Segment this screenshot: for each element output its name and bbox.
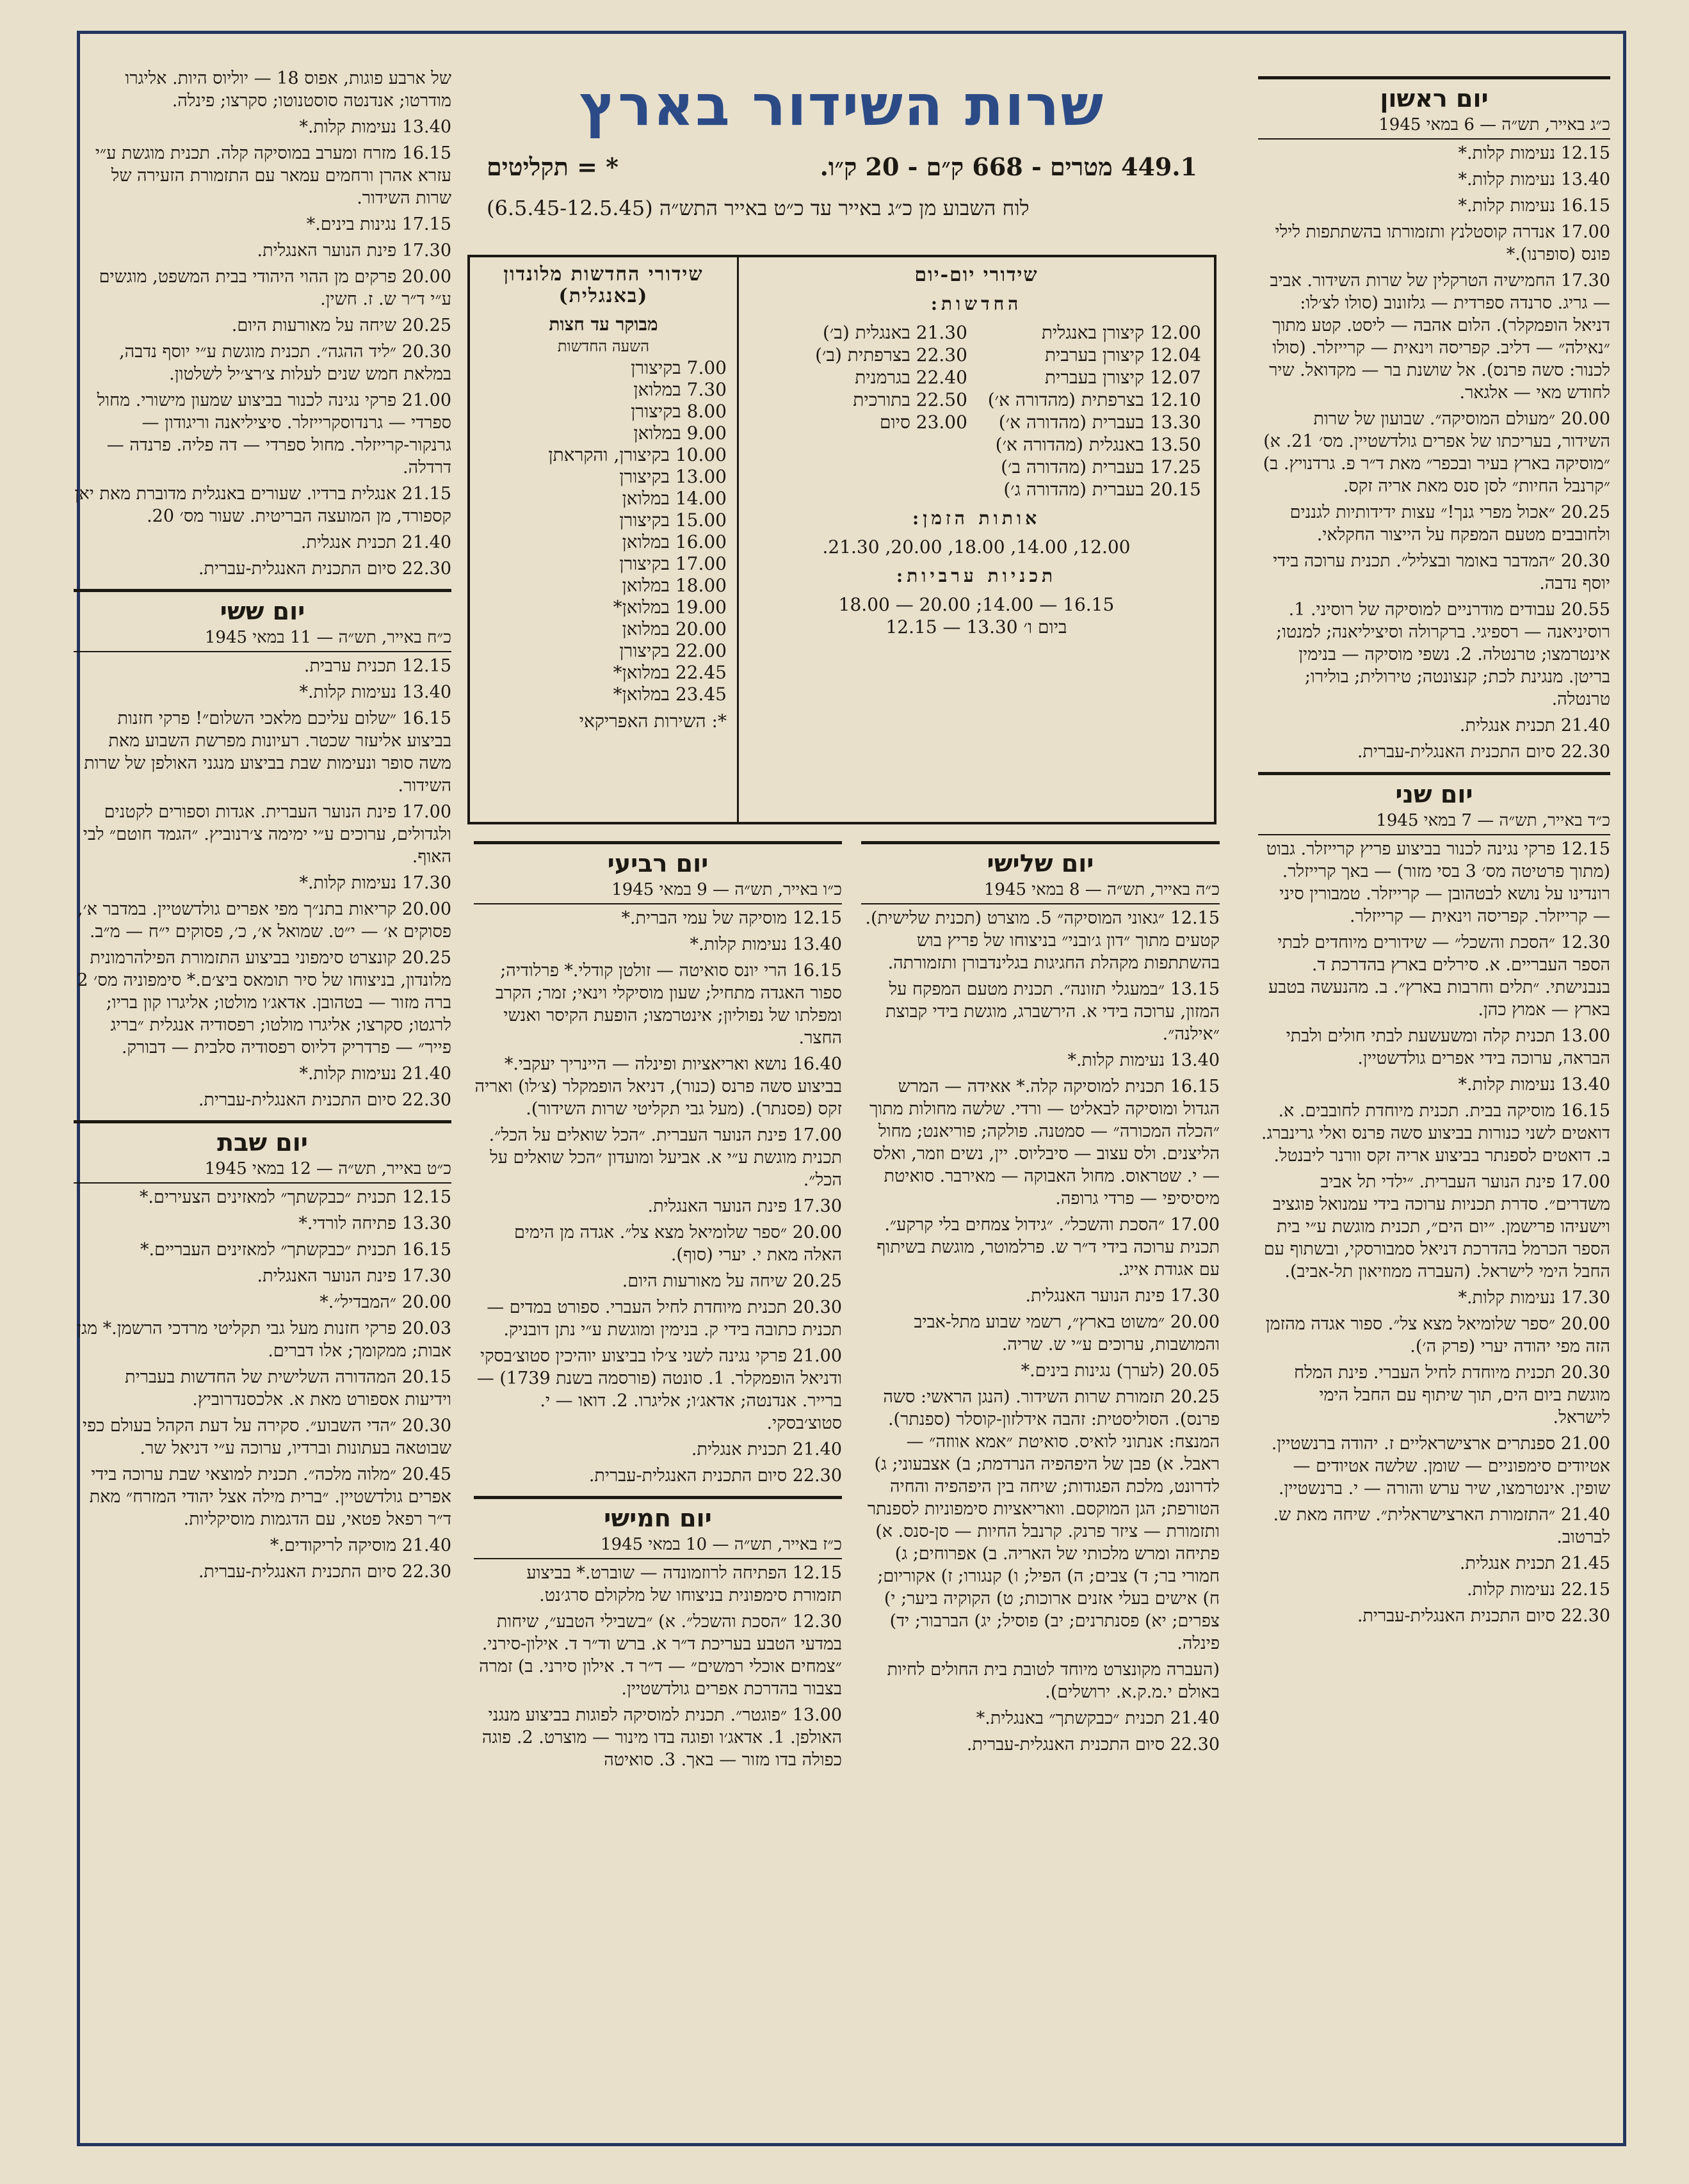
- sunday-program-list: [1258, 142, 1610, 763]
- program-item: 17.00 פינת הנוער העברית. ״ילדי תל אביב משדרים״. סדרת תכניות ערוכה בידי עמנואל פוגציב וישעיהו פרישמן. ״יום הים״, תכנית מוגשת ע״י בית הספר הכרמל בהדרכת דניאל סמבורסקי, ובשתוף עם החבל הימי לישראל. (העברה ממוזיאון תל-אביב).: [1263, 1172, 1610, 1281]
- news-row: [752, 389, 1201, 411]
- program-item: 17.15 נגינות בינים.*: [306, 214, 451, 234]
- time-signals: 12.00, 14.00, 18.00, 20.00, 21.30.: [822, 536, 1131, 558]
- program-item: 13.40 נעימות קלות.*: [690, 935, 842, 954]
- program-item: 13.30 פתיחה לורדי.*: [298, 1214, 451, 1233]
- program-item: 20.45 ״מלוה מלכה״. תכנית למוצאי שבת ערוכה בידי אפרים גולדשטיין. ״ברית מילה אצל יהודי המזרח״ מאת ד״ר רפאל פטאי, עם הדגמות מוסיקליות.: [89, 1465, 451, 1529]
- program-item: 22.15 נעימות קלות.: [1466, 1580, 1610, 1600]
- program-item: 21.40 ״התזמורת הארצישראלית״. שיחה מאת ש. לברטוב.: [1273, 1505, 1610, 1547]
- tuesday-program-list: [861, 907, 1220, 1756]
- news-row: [752, 478, 1201, 501]
- day-header-friday: [74, 589, 451, 652]
- news-list: [752, 321, 1201, 501]
- day-date: כ״ו באייר, תש״ה — 9 במאי 1945: [611, 880, 842, 899]
- thursday-continued-list: [74, 67, 451, 580]
- program-item: 12.30 ״הסכת והשכל״ — שידורים מיוחדים לבתי הספר העבריים. א. סירלים בארץ בהדרכת ד. בנבנישתי. ״תלים וחרבות בארץ״. ב. מהנעשה בטבע בארץ — אמוץ כהן.: [1268, 933, 1610, 1020]
- frequency-line: [487, 152, 1197, 182]
- program-item: 20.30 ״ליד ההגה״. תכנית מוגשת ע״י יוסף נדבה, במלאת חמש שנים לעלות צ׳רצ׳יל לשלטון.: [119, 342, 451, 384]
- news-row: [752, 321, 1201, 344]
- day-date: כ״ד באייר, תש״ה — 7 במאי 1945: [1376, 811, 1610, 830]
- program-item: 20.30 ״הדי השבוע״. סקירה על דעת הקהל בעולם כפי שבוטאה בעתונות וברדיו, ערוכה ע״י דניאל שר.: [82, 1416, 451, 1458]
- day-header-tuesday: [861, 841, 1220, 904]
- news-item: 20.15 בעברית (מהדורה ג׳): [1003, 479, 1201, 500]
- program-item: 17.30 החמישיה הטרקלין של שרות השידור. אביב — גריג. סרנדה ספרדית — גלזונוב (סולו לצ׳לו: דניאל הופמקלר). הלום אהבה — ליסט. קטע מתוך ״נאילה״ — דליב. קפריסה וינאית — קרייזלר. (סולו לכנור: סשה פרנס). אל שושנת בר — מקדואל. שיר לחודש מאי — אלגאר.: [1269, 271, 1610, 403]
- program-item: 16.15 ״שלום עליכם מלאכי השלום״! פרקי חזנות בביצוע אליעזר שכטר. רעיונות מפרשת השבוע מאת משה סופר ונעימות שבת בביצוע מנגני האולפן של שרות השידור.: [84, 709, 451, 796]
- frequency: 449.1 מטרים - 668 ק״ם - 20 ק״ו.: [820, 152, 1197, 181]
- news-item: 23.00 סיום: [879, 412, 967, 433]
- program-item: 20.25 שיחה על מאורעות היום.: [622, 1271, 842, 1291]
- friday-program-list: [74, 655, 451, 1111]
- program-item: 17.00 ״הסכת והשכל״. ״גידול צמחים בלי קרקע״. תכנית ערוכה בידי ד״ר ש. פרלמוטר, מוגשת בשיתוף עם אגודת אייג.: [877, 1215, 1220, 1280]
- news-item: [752, 456, 967, 478]
- program-item: 17.30 פינת הנוער האנגלית.: [1025, 1286, 1220, 1306]
- program-item: של ארבע פוגות, אפוס 18 — יוליוס היות. אליגרו מודרטו; אנדנטה סוסטנוטו; סקרצו; פינלה.: [125, 68, 451, 111]
- program-item: 21.40 נעימות קלות.*: [299, 1064, 451, 1084]
- news-item: 13.30 בעברית (מהדורה א׳): [998, 412, 1201, 433]
- program-item: 16.15 מוסיקה בבית. תכנית מיוחדת לחובבים. א. דואטים לשני כנורות בביצוע סשה פרנס ואלי גרינברג. ב. דואטים לספנתר בביצוע אריה זקס וורנר ליבנטל.: [1261, 1101, 1610, 1166]
- program-item: 16.40 נושא ואריאציות ופינלה — היינריך יעקבי.* בביצוע סשה פרנס (כנור), דניאל הופמקלר (צ׳לו) ואריה זקס (פסנתר). (מעל גבי תקליטי שרות השידור).: [474, 1054, 842, 1119]
- wednesday-program-list: [474, 907, 842, 1487]
- london-item: 18.00 במלואן: [622, 575, 727, 596]
- program-item: 13.00 תכנית קלה ומשעשעת לבתי חולים ולבתי הבראה, ערוכה בידי אפרים גולדשטיין.: [1286, 1026, 1610, 1068]
- program-item: 21.00 ספנתרים ארצישראליים ז. יהודה ברנשטיין. אטיודים סימפוניים — שומן. שלשה אטיודים — שופין. אינטרמצו, שיר ערש והורה — י. ברנשטיין.: [1271, 1434, 1610, 1498]
- program-item: 21.40 תכנית אנגלית.: [1459, 716, 1610, 735]
- news-row: [752, 411, 1201, 433]
- london-item: 8.00 בקיצורן: [631, 401, 727, 422]
- week-range: לוח השבוע מן כ״ג באייר עד כ״ט באייר התש״ה (6.5.45-12.5.45): [487, 196, 1030, 220]
- day-title: יום שני: [1395, 780, 1473, 808]
- monday-program-list: [1258, 838, 1610, 1627]
- program-item: 17.30 פינת הנוער האנגלית.: [647, 1196, 842, 1216]
- program-item: 20.00 ״ספר שלומיאל מצא צל״. ספור אגדה מהזמן הזה מפי יהודה יערי (פרק ה׳).: [1265, 1314, 1610, 1356]
- program-item: 20.00 קריאות בתנ״ך מפי אפרים גולדשטיין. במדבר א׳, פסוקים א׳ — י״ט. שמואל א׳, כ׳, פסוקים י״ח — מ״ב.: [77, 899, 451, 942]
- london-item: 7.00 בקיצורן: [631, 357, 727, 378]
- program-item: 21.40 תכנית ״כבקשתך״ באנגלית.*: [976, 1708, 1220, 1728]
- african-note: *: השירות האפריקאי: [579, 711, 727, 732]
- day-title: יום שלישי: [987, 849, 1094, 878]
- program-item: 22.30 סיום התכנית האנגלית-עברית.: [966, 1735, 1220, 1754]
- program-item: 20.15 המהדורה השלישית של החדשות בעברית וידיעות אספורט מאת א. אלכסנדרוביץ.: [125, 1367, 451, 1409]
- day-title: יום ראשון: [1380, 84, 1489, 113]
- day-title: יום ששי: [220, 597, 305, 625]
- program-item: 12.15 מוסיקה של עמי הברית.*: [621, 908, 842, 928]
- program-item: 20.00 ״מעולם המוסיקה״. שבועון של שרות השידור, בעריכתו של אפרים גולדשטיין. מס׳ 21. א) ״מוסיקה בארץ בעיר ובכפר״ מאת ד״ר פ. גרדנויץ. ב) ״קרנבל החיות״ לסן סנס מאת אריה זקס.: [1263, 409, 1610, 496]
- program-item: 17.30 נעימות קלות.*: [299, 873, 451, 893]
- program-item: 13.40 נעימות קלות.*: [1458, 170, 1610, 189]
- column-sunday-monday: [1258, 67, 1610, 1631]
- program-item: 17.00 פינת הנוער העברית. אגדות וספורים לקטנים ולגדולים, ערוכים ע״י ימימה צ׳רנוביץ. ״הגמד חוטם״ לבי האוף.: [83, 802, 451, 867]
- day-title: יום שבת: [217, 1128, 308, 1157]
- news-row: [752, 456, 1201, 478]
- program-item: 16.15 תכנית ״כבקשתך״ למאזינים העבריים.*: [140, 1240, 451, 1260]
- news-item: 22.40 בגרמנית: [855, 367, 967, 388]
- program-item: 17.30 פינת הנוער האנגלית.: [257, 1266, 451, 1286]
- program-item: 12.15 ״גאוני המוסיקה״ 5. מוצרט (תכנית שלישית). קטעים מתוך ״דון ג׳ובני״ בניצוחו של פריץ בוש בהשתתפות מקהלת החגיגות בגלינדבורן ותזמורתה.: [865, 908, 1220, 973]
- program-item: 16.15 הרי יונס סואיטה — זולטן קודלי.* פרלודיה; ספור האגדה מתחיל; שעון מוסיקלי וינאי; זמר; הקרב ומפלתו של נפוליון; אינטרמצו; הופעת הקיסר ואנשי החצר.: [495, 961, 842, 1048]
- records-note: * = תקליטים: [487, 152, 619, 181]
- program-item: 17.00 אנדרה קוסטלנץ ותזמורתו בהשתתפות לילי פונס (סופרנו).*: [1275, 222, 1610, 264]
- column-tuesday: [861, 832, 1220, 1760]
- program-item: 20.00 ״המבדיל״.*: [319, 1292, 451, 1312]
- program-item: 20.55 עבודים מודרניים למוסיקה של רוסיני. 1. רוסיניאנה — רספיגי. ברקרולה וסיציליאנה; למנטו; אינטרמצו; טרנטלה. 2. נשפי מוסיקה — בנימין בריטן. מנגינת לכת; קנצונטה; טירולית; בולירו; טרנטלה.: [1276, 600, 1610, 709]
- day-header-thursday: [474, 1496, 842, 1559]
- program-item: 22.30 סיום התכנית האנגלית-עברית.: [198, 559, 451, 579]
- news-label: החדשות:: [930, 293, 1022, 314]
- london-item: 9.00 במלואן: [633, 422, 727, 444]
- news-item: 12.00 קיצורן באנגלית: [1041, 322, 1201, 343]
- london-item: 19.00 במלואן*: [613, 597, 727, 618]
- program-item: 16.15 מזרח ומערב במוסיקה קלה. תכנית מוגשת ע״י עזרא אהרן ורחמים עמאר עם התזמורת הזעירה של שרות השידור.: [95, 143, 451, 208]
- program-item: 12.30 ״הסכת והשכל״. א) ״בשבילי הטבע״, שיחות במדעי הטבע בעריכת ד״ר א. ברש וד״ר ד. אילון-סירני. ״צמחים אוכלי רמשים״ — ד״ר ד. אילון סירני. ב) זמרה בצבור בהדרכת אפרים גולדשטיין.: [479, 1612, 842, 1699]
- day-title: יום רביעי: [607, 849, 709, 878]
- time-signals-label: אותות הזמן:: [912, 508, 1041, 529]
- news-item: 22.30 בצרפתית (ב׳): [815, 344, 967, 365]
- program-item: 20.00 ״ספר שלומיאל מצא צל״. אגדה מן הימים האלה מאת י. יערי (סוף).: [514, 1223, 842, 1265]
- program-item: 13.00 ״פוגטר״. תכנית למוסיקה לפוגות בביצוע מנגני האולפן. 1. אדאג׳ו ופוגה בדו מינור — מוצרט. 2. פוגה כפולה בדו מזור — באך. 3. סואיטה: [481, 1705, 842, 1770]
- london-hour-label: השעה החדשות: [557, 337, 650, 355]
- news-item: 12.07 קיצורן בעברית: [1044, 367, 1201, 388]
- program-item: 21.40 מוסיקה לריקודים.*: [270, 1536, 451, 1555]
- program-item: 21.40 תכנית אנגלית.: [691, 1440, 842, 1459]
- program-item: 20.30 ״המדבר באומר ובצליל״. תכנית ערוכה בידי יוסף נדבה.: [1273, 551, 1610, 593]
- program-item: 22.30 סיום התכנית האנגלית-עברית.: [588, 1466, 842, 1486]
- news-item: 22.50 בתורכית: [853, 389, 967, 410]
- news-item: 12.04 קיצורן בערבית: [1044, 344, 1201, 365]
- program-item: 12.15 פרקי נגינה לכנור בביצוע פריץ קרייזלר. גבוט (מתוך פרטיטה מס׳ 3 בסי מזור) — באך קרייזלר. רונדינו על נושא לבטהובן — קרייזלר. טמבורין סיני — קרייזלר. קפריסה וינאית — קרייזלר.: [1266, 839, 1610, 926]
- london-item: 10.00 בקיצורן, והקראתן: [548, 444, 727, 465]
- program-item: 21.00 פרקי נגינה לכנור בביצוע שמעון מישורי. מחול ספרדי — גרנדוסקרייזלר. סיציליאנה וריגודון — גרנקור-קרייזלר. מחול ספרדי — דה פליה. פרנדה — דרדלה.: [97, 390, 451, 478]
- day-title: יום חמישי: [604, 1504, 712, 1532]
- news-row: [752, 344, 1201, 366]
- program-item: 13.40 נעימות קלות.*: [299, 117, 451, 137]
- london-item: 15.00 בקיצורן: [619, 510, 727, 531]
- program-item: 13.40 נעימות קלות.*: [299, 682, 451, 702]
- program-item: 12.15 נעימות קלות.*: [1458, 143, 1610, 163]
- daily-title: שידורי יום-יום: [914, 264, 1038, 286]
- program-item: 22.30 סיום התכנית האנגלית-עברית.: [198, 1562, 451, 1582]
- program-item: 20.25 תזמורת שרות השידור. (הנגן הראשי: סשה פרנס). הסוליסטית: זהבה אידלזון-קוסלר (ספנתר). המנצח: אנתוני לואיס. סואיטת ״אמא אווזה״ — ראבל. א) פבן של היפהפיה הנרדמת; ב) אצבעוני; ג) לדרונט, מלכת הפגודות; שיחה בין היפהפיה והחיה הטורפת; הגן המוקסם. וואריאציות סימפוניות לספנתר ותזמורת — ציזר פרנק. קרנבל החיות — סן-סנס. א) פתיחה ומרש מלכותי של האריה. ב) אפרוחים; ג) חמורי בר; ד) צבים; ה) הפיל; ו) קנגורו; ז) אקוריום; ח) אישים בעלי אזנים ארוכות; ט) הקוקיה ביער; י) צפרים; יא) פסנתרנים; יב) פוסיל; יג) הברבור; יד) פינלה.: [867, 1387, 1220, 1653]
- london-item: 7.30 במלואן: [633, 379, 727, 400]
- program-item: 13.15 ״במעגלי תזונה״. תכנית מטעם המפקח על המזון, ערוכה בידי א. הירשברג, מוגשת בידי קבוצת ״אילנה״.: [885, 979, 1220, 1044]
- masthead: [487, 70, 1197, 220]
- thursday-program-list: [474, 1562, 842, 1771]
- london-item: 20.00 במלואן: [622, 618, 727, 639]
- day-header-monday: [1258, 772, 1610, 835]
- program-item: 20.25 ״אכול מפרי גנך!״ עצות ידידותיות לגננים ולחובבים מטעם המפקח על הייצור החקלאי.: [1289, 502, 1610, 545]
- program-item: 17.00 פינת הנוער העברית. ״הכל שואלים על הכל״. תכנית מוגשת ע״י א. אביעל ומועדון ״הכל שואלים על הכל״.: [489, 1125, 842, 1190]
- day-date: כ״ז באייר, תש״ה — 10 במאי 1945: [601, 1535, 842, 1554]
- program-item: 13.40 נעימות קלות.*: [1458, 1075, 1610, 1095]
- program-item: 16.15 נעימות קלות.*: [1458, 196, 1610, 216]
- news-item: 21.30 באנגלית (ב׳): [823, 322, 967, 343]
- program-item: 22.30 סיום התכנית האנגלית-עברית.: [198, 1090, 451, 1110]
- london-item: 17.00 בקיצורן: [619, 553, 727, 574]
- day-date: כ״ג באייר, תש״ה — 6 במאי 1945: [1378, 115, 1610, 134]
- column-friday-saturday: [74, 67, 451, 1587]
- day-header-sunday: [1258, 76, 1610, 140]
- london-list: [480, 357, 727, 705]
- news-item: 17.25 בעברית (מהדורה ב׳): [1001, 456, 1201, 478]
- london-item: 22.00 בקיצורן: [619, 640, 727, 661]
- arabic-label: תכניות ערביות:: [896, 565, 1057, 586]
- day-header-saturday: [74, 1120, 451, 1184]
- news-row: [752, 433, 1201, 456]
- news-row: [752, 366, 1201, 389]
- day-date: כ״ה באייר, תש״ה — 8 במאי 1945: [983, 880, 1220, 899]
- program-item: (העברה מקונצרט מיוחד לטובת בית החולים לחיות באולם י.מ.ק.א. ירושלים).: [887, 1660, 1220, 1702]
- program-item: 20.03 פרקי חזנות מעל גבי תקליטי מרדכי הרשמן.* מגן אבות; ממקומך; אלו דברים.: [77, 1319, 451, 1361]
- page-title: שרות השידור בארץ: [579, 72, 1105, 138]
- program-item: 17.30 פינת הנוער האנגלית.: [257, 241, 451, 261]
- daily-broadcasts-box: [467, 255, 1216, 824]
- news-item: [752, 433, 967, 456]
- program-item: 21.15 אנגלית ברדיו. שעורים באנגלית מדוברת מאת יאן קספורד, מן המועצה הבריטית. שעור מס׳ 20.: [74, 484, 451, 526]
- program-item: 22.30 סיום התכנית האנגלית-עברית.: [1357, 742, 1610, 762]
- program-item: 20.30 תכנית מיוחדת לחיל העברי. פינת המלח מוגשת ביום הים, תוך שיתוף עם החבל הימי לישראל.: [1294, 1363, 1610, 1427]
- london-item: 22.45 במלואן*: [613, 662, 727, 683]
- day-date: כ״ח באייר, תש״ה — 11 במאי 1945: [204, 628, 451, 647]
- program-item: 20.25 שיחה על מאורעות היום.: [231, 316, 451, 335]
- arabic-times: 16.15 — 14.00; 20.00 — 18.00: [838, 594, 1115, 615]
- program-item: 12.15 תכנית ערבית.: [303, 656, 451, 676]
- daily-broadcasts: [737, 257, 1214, 822]
- program-item: 21.00 פרקי נגינה לשני צ׳לו בביצוע יוהיכין סטוצ׳בסקי ודניאל הופמקלר. 1. סונטה (פורסמה בשנת 1739) — ברייר. אנדנטה; אדאג׳ו; אליגרו. 2. דואו — י. סטוצ׳בסקי.: [476, 1346, 842, 1433]
- program-item: 21.45 תכנית אנגלית.: [1459, 1554, 1610, 1573]
- program-item: 20.00 ״משוט בארץ״, רשמי שבוע מתל-אביב והמושבות, ערוכים ע״י ש. שריה.: [914, 1312, 1220, 1354]
- program-item: 12.15 תכנית ״כבקשתך״ למאזינים הצעירים.*: [139, 1187, 451, 1207]
- london-item: 16.00 במלואן: [622, 531, 727, 552]
- program-item: 13.40 נעימות קלות.*: [1067, 1050, 1220, 1070]
- program-item: 16.15 תכנית למוסיקה קלה.* אאידה — המרש הגדול ומוסיקה לבאליט — ורדי. שלשה מחולות מתוך ״הכלה המכורה״ — סמטנה. פולקה; פוריאנט; מחול הליצנים. ולס עצוב — סיבליוס. יין, נשים וזמר, ואלס — י. שטראוס. מחול האבוקה — מאירבר. סואיטת מיסיסיפי — פרדי גרופה.: [869, 1077, 1220, 1208]
- news-item: [752, 478, 967, 501]
- program-item: 21.40 תכנית אנגלית.: [300, 533, 451, 552]
- column-wednesday-thursday: [474, 832, 842, 1775]
- london-subtitle: מבוקר עד חצות: [549, 314, 658, 335]
- london-title: שידורי החדשות מלונדון (באנגלית): [503, 263, 704, 307]
- program-item: 17.30 נעימות קלות.*: [1458, 1288, 1610, 1308]
- day-date: כ״ט באייר, תש״ה — 12 במאי 1945: [204, 1159, 451, 1178]
- day-header-wednesday: [474, 841, 842, 904]
- saturday-program-list: [74, 1186, 451, 1583]
- london-news: [470, 257, 737, 822]
- arabic-friday: ביום ו׳ 13.30 — 12.15: [885, 616, 1067, 638]
- london-item: 14.00 במלואן: [622, 488, 727, 509]
- program-item: 12.15 הפתיחה לרוזמונדה — שוברט.* בביצוע תזמורת סימפונית בניצוחו של מלקולם סרג׳נט.: [526, 1563, 842, 1605]
- program-item: 20.00 פרקים מן ההוי היהודי בבית המשפט, מוגשים ע״י ד״ר ש. ז. חשין.: [99, 267, 451, 309]
- london-item: 23.45 במלואן*: [613, 684, 727, 705]
- program-item: 22.30 סיום התכנית האנגלית-עברית.: [1357, 1606, 1610, 1626]
- program-item: 20.30 תכנית מיוחדת לחיל העברי. ספורט במדים — תכנית כתובה בידי ק. בנימין ומוגשת ע״י נתן דובניק.: [487, 1297, 842, 1340]
- london-item: 13.00 בקיצורן: [619, 466, 727, 487]
- news-item: 12.10 בצרפתית (מהדורה א׳): [987, 389, 1201, 410]
- program-item: 20.25 קונצרט סימפוני בביצוע התזמורת הפילהרמונית מלונדון, בניצוחו של סיר תומאס ביצ׳ם.* סימפוניה מס׳ 2 ברה מזור — בטהובן. אדאג׳ו מולטו; אליגרו קון בריו; לרגטו; סקרצו; אליגרו מולטו; רפסודיה אנגלית ״בריג פייר״ — פרדריק דליוס רפסודיה סלבית — דבורק.: [77, 948, 451, 1057]
- program-item: 20.05 (לערך) נגינות בינים.*: [1021, 1361, 1220, 1381]
- news-item: 13.50 באנגלית (מהדורה א׳): [995, 434, 1201, 455]
